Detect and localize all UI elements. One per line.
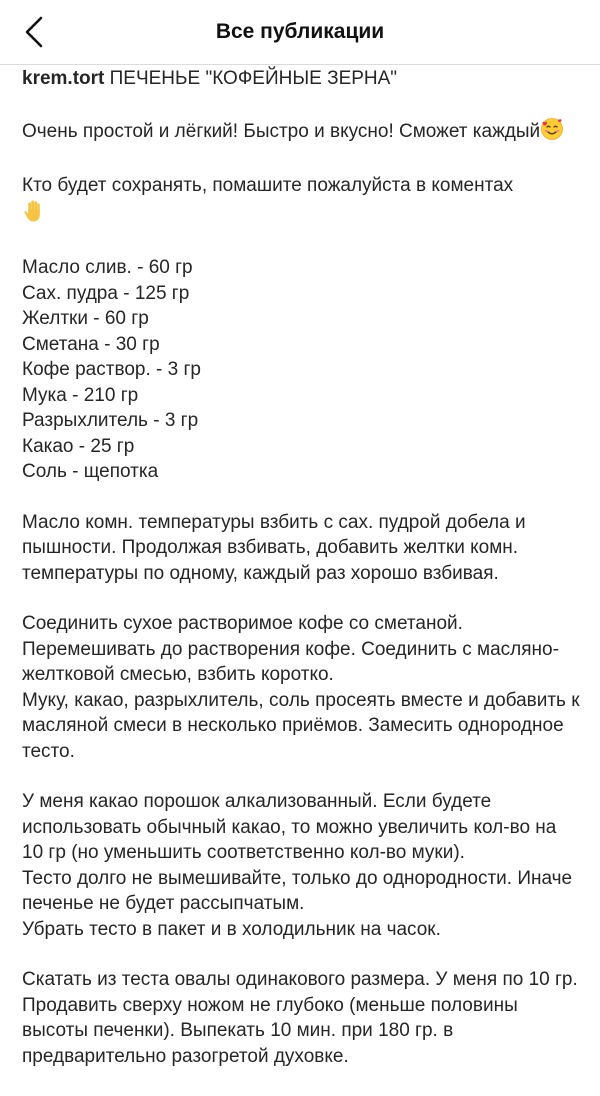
- recipe-step-1: Масло комн. температуры взбить с сах. пудрой добела и пышности. Продолжая взбивать, добавить желтки комн. температуры по одному, каждый раз хорошо взбивая.: [22, 511, 526, 584]
- page-title: Все публикации: [215, 20, 385, 43]
- smiling-face-with-hearts-icon: [540, 117, 564, 149]
- recipe-step-2a: Соединить сухое растворимое кофе со сметаной. Перемешивать до растворения кофе. Соединить с масляно-желтковой смесью, взбить коротко.: [22, 613, 559, 685]
- ingredient-item: Разрыхлитель - 3 гр: [22, 410, 199, 431]
- intro-text: Очень простой и лёгкий! Быстро и вкусно! Сможет каждый: [22, 120, 541, 142]
- ingredient-item: Сах. пудра - 125 гр: [22, 282, 190, 304]
- post-title: ПЕЧЕНЬЕ "КОФЕЙНЫЕ ЗЕРНА": [109, 68, 398, 89]
- ingredient-item: Масло слив. - 60 гр: [22, 257, 193, 278]
- caption-header: [22, 66, 582, 92]
- ingredient-item: Мука - 210 гр: [22, 384, 139, 406]
- spacer: [22, 764, 582, 789]
- caption-intro: [22, 117, 582, 149]
- recipe-step-3c: Убрать тесто в пакет и в холодильник на часок.: [22, 918, 441, 940]
- spacer: [22, 942, 582, 967]
- raised-hand-icon: [22, 199, 46, 231]
- recipe-step-4: Скатать из теста овалы одинакового размера. У меня по 10 гр. Продавить сверху ножом не глубоко (меньше половины высоты печенки). Выпекать 10 мин. при 180 гр. в предварительно разогретой духовке.: [22, 969, 578, 1067]
- post-caption: [22, 66, 582, 1069]
- ingredient-item: Желтки - 60 гр: [22, 308, 149, 329]
- ingredient-item: Кофе раствор. - 3 гр: [22, 359, 201, 380]
- recipe-step-3b: Тесто долго не вымешивайте, только до однородности. Иначе печенье не будет рассыпчатым.: [22, 867, 573, 914]
- ingredient-item: Сметана - 30 гр: [22, 333, 160, 355]
- recipe-step-3a: У меня какао порошок алкализованный. Если будете использовать обычный какао, то можно увеличить кол-во на 10 гр (но уменьшить соответственно кол-во муки).: [22, 791, 557, 863]
- navigation-bar: [0, 0, 600, 65]
- ingredient-item: Какао - 25 гр: [22, 435, 135, 457]
- recipe-step-2b: Муку, какао, разрыхлитель, соль просеять вместе и добавить к масляной смеси в несколько приёмов. Замесить однородное тесто.: [22, 689, 580, 762]
- spacer: [22, 230, 582, 255]
- spacer: [22, 148, 582, 173]
- cta-text: Кто будет сохранять, помашите пожалуйста в коментах: [22, 175, 514, 196]
- ingredient-item: Соль - щепотка: [22, 461, 159, 482]
- spacer: [22, 92, 582, 117]
- caption-cta: [22, 173, 582, 230]
- spacer: [22, 586, 582, 611]
- username-link[interactable]: krem.tort: [22, 68, 105, 89]
- spacer: [22, 485, 582, 510]
- ingredients-list: [22, 255, 582, 485]
